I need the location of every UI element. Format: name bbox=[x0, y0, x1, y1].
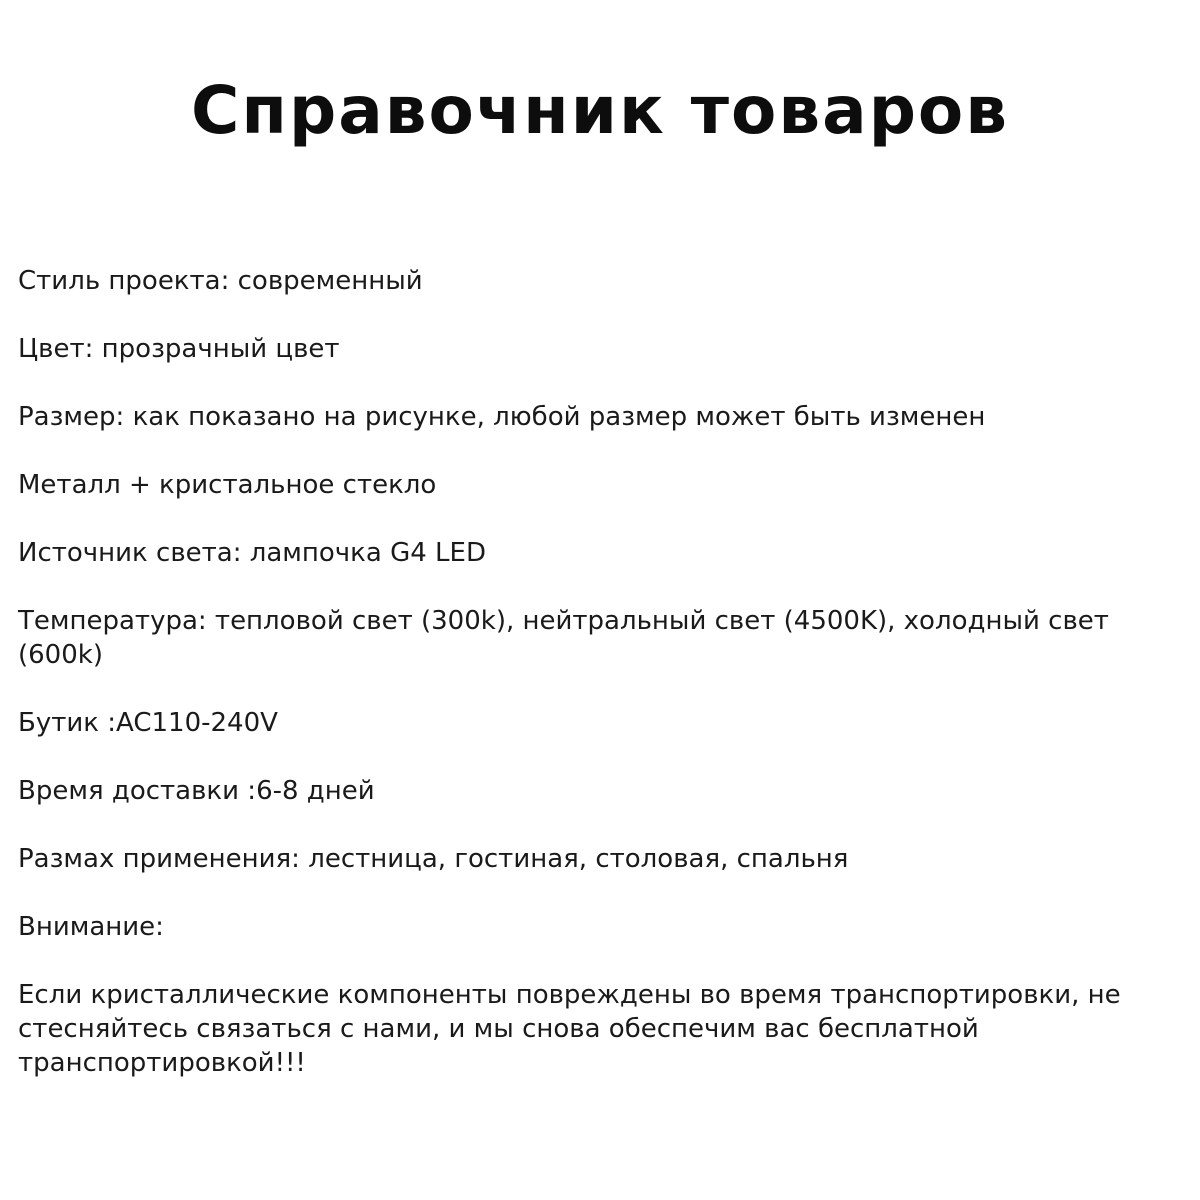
detail-project-style: Стиль проекта: современный bbox=[18, 266, 423, 296]
detail-attention-note: Если кристаллические компоненты повреждены во время транспортировки, не стесняйтесь связаться с нами, и мы снова обеспечим вас бесплатной транспортировкой!!! bbox=[18, 980, 1121, 1078]
page-title: Справочник товаров bbox=[190, 72, 1010, 149]
detail-size: Размер: как показано на рисунке, любой размер может быть изменен bbox=[18, 402, 986, 432]
detail-color: Цвет: прозрачный цвет bbox=[18, 334, 340, 364]
detail-application-scope: Размах применения: лестница, гостиная, столовая, спальня bbox=[18, 844, 849, 874]
detail-material: Металл + кристальное стекло bbox=[18, 470, 437, 500]
detail-light-source: Источник света: лампочка G4 LED bbox=[18, 538, 486, 568]
detail-voltage: Бутик :AC110-240V bbox=[18, 708, 278, 738]
detail-temperature: Температура: тепловой свет (300k), нейтральный свет (4500K), холодный свет (600k) bbox=[18, 606, 1109, 670]
detail-delivery-time: Время доставки :6-8 дней bbox=[18, 776, 375, 806]
detail-attention-heading: Внимание: bbox=[18, 912, 164, 942]
product-details bbox=[18, 264, 1128, 1114]
